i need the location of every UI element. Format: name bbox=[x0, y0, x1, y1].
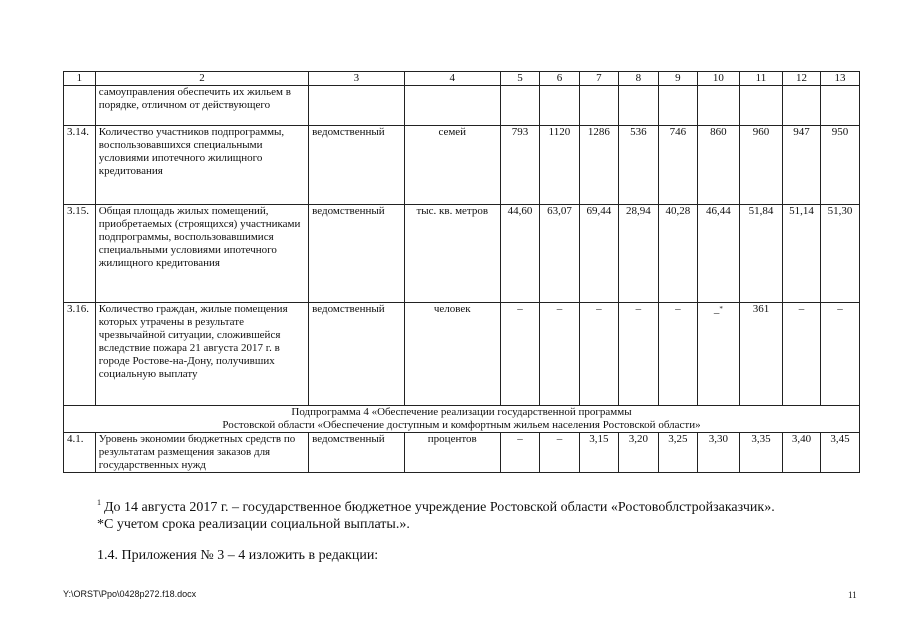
value-cell bbox=[618, 86, 658, 126]
header-cell: 1 bbox=[64, 72, 96, 86]
source-cell: ведомственный bbox=[309, 303, 404, 406]
source-cell: ведомственный bbox=[309, 126, 404, 205]
header-cell: 7 bbox=[579, 72, 618, 86]
table-header-row bbox=[64, 72, 860, 86]
value-cell: – bbox=[539, 303, 579, 406]
unit-cell: процентов bbox=[404, 433, 500, 473]
value-cell: 3,20 bbox=[618, 433, 658, 473]
value-cell bbox=[820, 86, 859, 126]
value-cell: 46,44 bbox=[697, 205, 739, 303]
value-text: – bbox=[713, 307, 720, 319]
value-cell: – bbox=[658, 303, 697, 406]
star-mark: * bbox=[719, 305, 723, 313]
indicator-text: Уровень экономии бюджетных средств по результатам размещения заказов для государственных нужд bbox=[95, 433, 308, 473]
value-cell: 536 bbox=[618, 126, 658, 205]
value-cell: 3,15 bbox=[579, 433, 618, 473]
value-cell: 3,25 bbox=[658, 433, 697, 473]
footnote-1 bbox=[97, 498, 775, 516]
value-cell: 3,40 bbox=[783, 433, 821, 473]
header-cell: 3 bbox=[309, 72, 404, 86]
unit-cell bbox=[404, 86, 500, 126]
header-cell: 4 bbox=[404, 72, 500, 86]
row-number bbox=[64, 86, 96, 126]
indicator-text: самоуправления обеспечить их жильем в порядке, отличном от действующего bbox=[95, 86, 308, 126]
row-number: 3.15. bbox=[64, 205, 96, 303]
footer-file-path: Y:\ORST\Ppo\0428p272.f18.docx bbox=[63, 589, 197, 599]
table-row bbox=[64, 86, 860, 126]
header-cell: 5 bbox=[500, 72, 539, 86]
value-cell: – bbox=[500, 303, 539, 406]
header-cell: 13 bbox=[820, 72, 859, 86]
indicator-text: Общая площадь жилых помещений, приобретаемых (строящихся) участниками подпрограммы, воспользовавшимися специальными условиями ипотечного жилищного кредитования bbox=[95, 205, 308, 303]
value-cell: 947 bbox=[783, 126, 821, 205]
header-cell: 10 bbox=[697, 72, 739, 86]
section-title-line1: Подпрограмма 4 «Обеспечение реализации государственной программы bbox=[291, 406, 632, 418]
footnote-mark: 1 bbox=[97, 498, 101, 507]
value-cell: – bbox=[783, 303, 821, 406]
value-cell bbox=[579, 86, 618, 126]
table-row bbox=[64, 205, 860, 303]
table-row bbox=[64, 126, 860, 205]
value-cell: – bbox=[500, 433, 539, 473]
row-number: 3.16. bbox=[64, 303, 96, 406]
header-cell: 9 bbox=[658, 72, 697, 86]
row-number: 4.1. bbox=[64, 433, 96, 473]
value-cell: 950 bbox=[820, 126, 859, 205]
value-cell bbox=[697, 86, 739, 126]
value-cell: 361 bbox=[739, 303, 782, 406]
value-cell: 63,07 bbox=[539, 205, 579, 303]
value-cell bbox=[739, 86, 782, 126]
value-cell: – bbox=[539, 433, 579, 473]
value-cell: 40,28 bbox=[658, 205, 697, 303]
header-cell: 12 bbox=[783, 72, 821, 86]
value-cell: 51,14 bbox=[783, 205, 821, 303]
value-cell bbox=[539, 86, 579, 126]
unit-cell: тыс. кв. метров bbox=[404, 205, 500, 303]
body-paragraph: 1.4. Приложения № 3 – 4 изложить в редакции: bbox=[97, 548, 379, 563]
value-cell: 1120 bbox=[539, 126, 579, 205]
value-cell: – bbox=[820, 303, 859, 406]
value-cell bbox=[500, 86, 539, 126]
value-cell-starred bbox=[697, 303, 739, 406]
row-number: 3.14. bbox=[64, 126, 96, 205]
value-cell: 746 bbox=[658, 126, 697, 205]
value-cell bbox=[783, 86, 821, 126]
value-cell bbox=[658, 86, 697, 126]
value-cell: 3,45 bbox=[820, 433, 859, 473]
value-cell: 3,35 bbox=[739, 433, 782, 473]
section-title-line2: Ростовской области «Обеспечение доступным и комфортным жильем населения Ростовской области» bbox=[222, 419, 701, 432]
header-cell: 8 bbox=[618, 72, 658, 86]
source-cell bbox=[309, 86, 404, 126]
header-cell: 2 bbox=[95, 72, 308, 86]
footnote-2: *С учетом срока реализации социальной выплаты.». bbox=[97, 517, 410, 532]
indicator-text: Количество участников подпрограммы, воспользовавшихся специальными условиями ипотечного жилищного кредитования bbox=[95, 126, 308, 205]
footnote-1-text: До 14 августа 2017 г. – государственное бюджетное учреждение Ростовской области «Ростовоблстройзаказчик». bbox=[104, 500, 775, 515]
page-number: 11 bbox=[848, 590, 857, 600]
value-cell: 51,84 bbox=[739, 205, 782, 303]
indicator-text: Количество граждан, жилые помещения которых утрачены в результате чрезвычайной ситуации, сложившейся вследствие пожара 21 августа 2017 г. в городе Ростове-на-Дону, получивших социальную выплату bbox=[95, 303, 308, 406]
value-cell: 1286 bbox=[579, 126, 618, 205]
value-cell: 860 bbox=[697, 126, 739, 205]
value-cell: 3,30 bbox=[697, 433, 739, 473]
value-cell: 69,44 bbox=[579, 205, 618, 303]
value-cell: – bbox=[579, 303, 618, 406]
table-row bbox=[64, 303, 860, 406]
value-cell: – bbox=[618, 303, 658, 406]
value-cell: 960 bbox=[739, 126, 782, 205]
header-cell: 11 bbox=[739, 72, 782, 86]
value-cell: 44,60 bbox=[500, 205, 539, 303]
unit-cell: семей bbox=[404, 126, 500, 205]
table-row bbox=[64, 433, 860, 473]
indicators-table bbox=[63, 71, 860, 473]
section-row bbox=[64, 406, 860, 433]
value-cell: 51,30 bbox=[820, 205, 859, 303]
header-cell: 6 bbox=[539, 72, 579, 86]
source-cell: ведомственный bbox=[309, 205, 404, 303]
value-cell: 28,94 bbox=[618, 205, 658, 303]
unit-cell: человек bbox=[404, 303, 500, 406]
section-title bbox=[64, 406, 860, 433]
source-cell: ведомственный bbox=[309, 433, 404, 473]
value-cell: 793 bbox=[500, 126, 539, 205]
